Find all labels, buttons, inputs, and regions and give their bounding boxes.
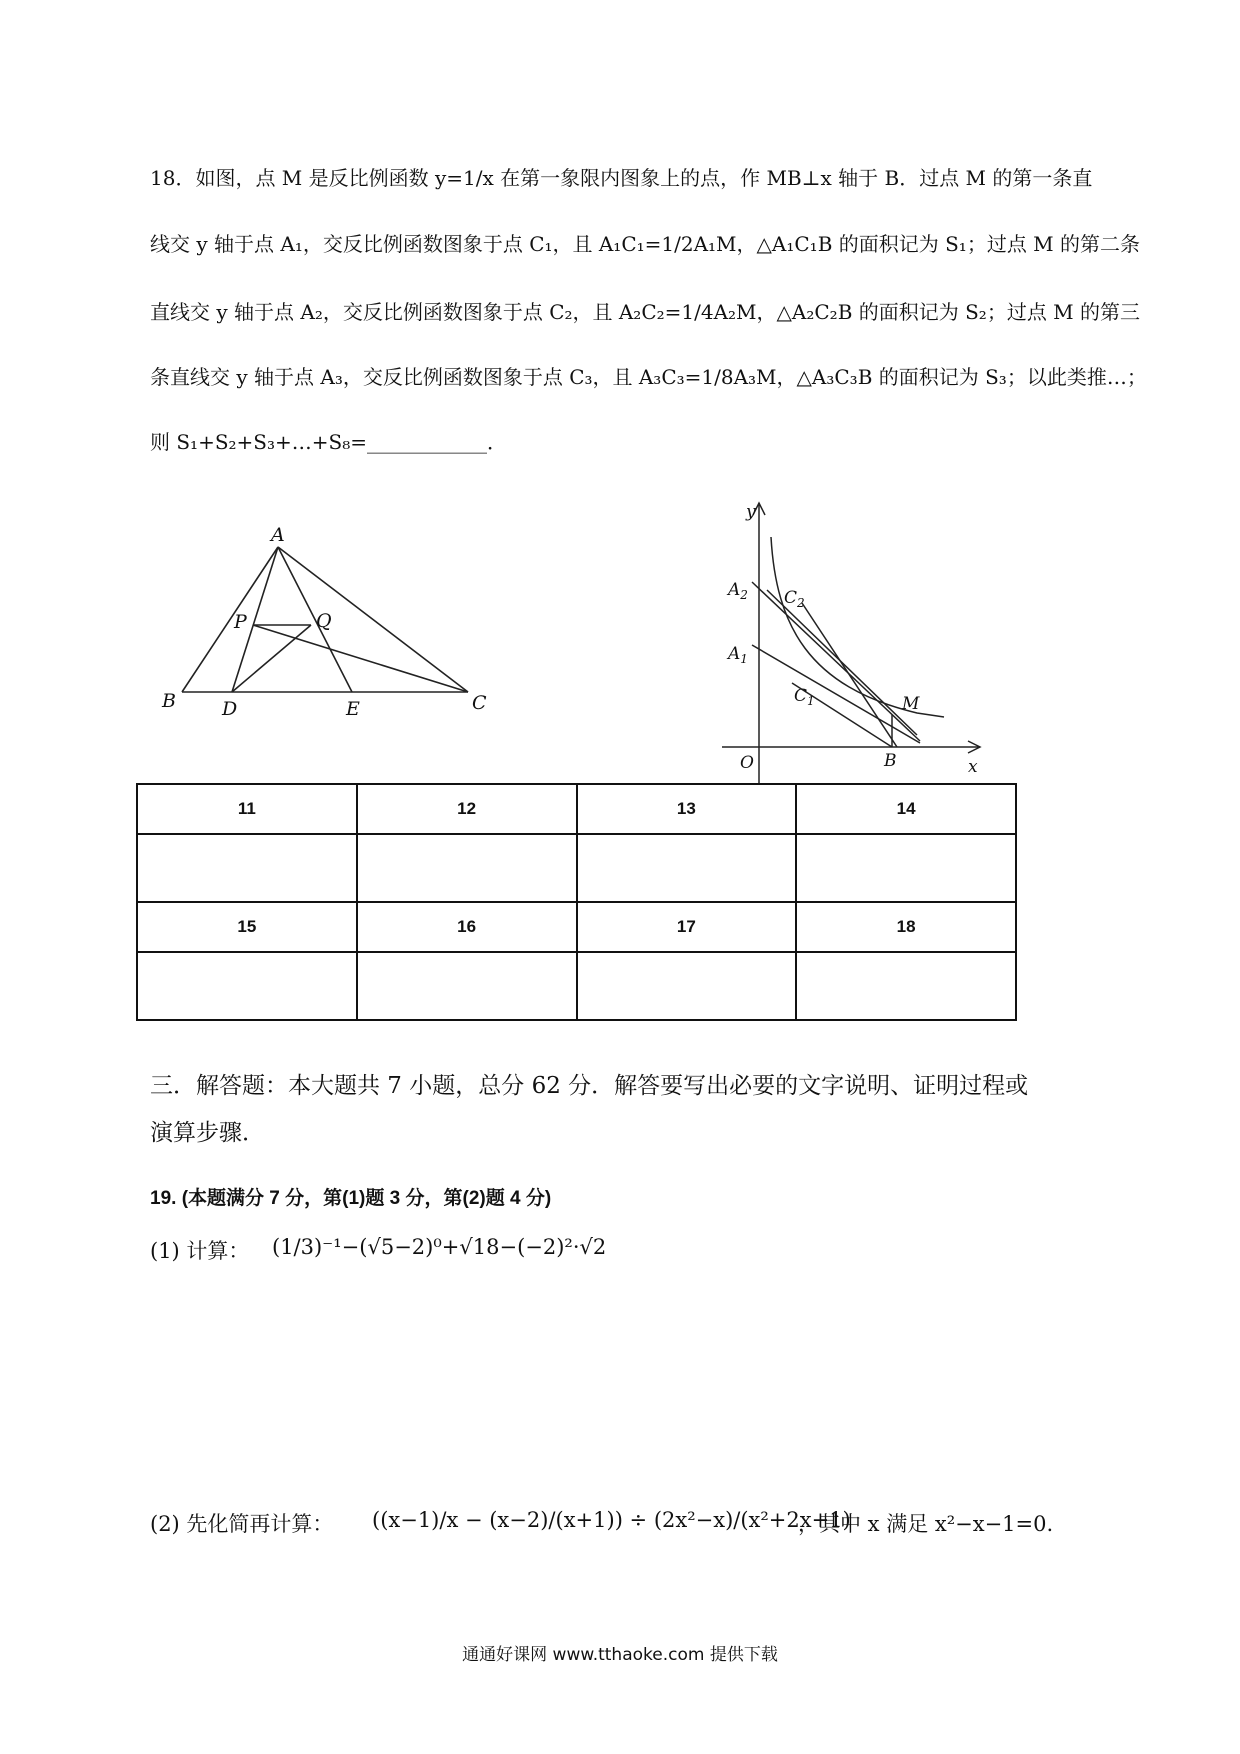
segment-pc <box>253 625 468 692</box>
label-o: O <box>740 753 754 773</box>
answer-blank-cell[interactable] <box>357 952 577 1020</box>
answer-header-cell: 17 <box>577 902 797 952</box>
label-c2: $C_2$ <box>784 588 805 610</box>
q18-line-1: 18．如图，点 M 是反比例函数 y=1/x 在第一象限内图象上的点，作 MB⊥x 轴于 B．过点 M 的第一条直 <box>150 166 1093 190</box>
answer-header-cell: 13 <box>577 784 797 834</box>
label-a1: $A_1$ <box>728 644 748 666</box>
label-c: C <box>472 692 487 714</box>
q18-line-2: 线交 y 轴于点 A₁，交反比例函数图象于点 C₁，且 A₁C₁=1/2A₁M，△A₁C₁B 的面积记为 S₁；过点 M 的第二条 <box>150 232 1141 256</box>
coordinate-graph-figure <box>712 495 997 785</box>
section3-heading-line-1: 三．解答题：本大题共 7 小题，总分 62 分．解答要写出必要的文字说明、证明过程或 <box>150 1073 1029 1099</box>
answer-header-cell: 18 <box>796 902 1016 952</box>
line-a2-m <box>752 582 920 741</box>
label-p: P <box>234 611 247 633</box>
answer-header-cell: 16 <box>357 902 577 952</box>
answer-header-row <box>137 784 1016 834</box>
triangle-figure <box>150 525 510 725</box>
answer-header-cell: 12 <box>357 784 577 834</box>
q19-part1-label: (1) 计算： <box>150 1239 250 1263</box>
answer-blank-cell[interactable] <box>577 952 797 1020</box>
label-m: M <box>902 694 920 714</box>
label-a: A <box>271 525 285 546</box>
label-y: y <box>746 502 756 522</box>
label-e: E <box>346 698 360 720</box>
footer-credit: 通通好课网 www.tthaoke.com 提供下载 <box>462 1645 778 1665</box>
segment-ae <box>278 547 352 692</box>
segment-qd <box>232 625 311 692</box>
answer-blank-row <box>137 834 1016 902</box>
answer-blank-cell[interactable] <box>137 834 357 902</box>
label-d: D <box>222 698 238 720</box>
answer-header-row <box>137 902 1016 952</box>
section3-heading-line-2: 演算步骤． <box>150 1120 265 1146</box>
answer-blank-row <box>137 952 1016 1020</box>
answer-header-cell: 14 <box>796 784 1016 834</box>
label-q: Q <box>316 610 332 632</box>
q19-part1-formula: (1/3)⁻¹−(√5−2)⁰+√18−(−2)²·√2 <box>272 1235 607 1259</box>
answer-header-cell: 11 <box>137 784 357 834</box>
answer-blank-cell[interactable] <box>796 952 1016 1020</box>
answer-blank-cell[interactable] <box>796 834 1016 902</box>
q18-line-3: 直线交 y 轴于点 A₂，交反比例函数图象于点 C₂，且 A₂C₂=1/4A₂M，△A₂C₂B 的面积记为 S₂；过点 M 的第三 <box>150 300 1141 324</box>
answer-blank-cell[interactable] <box>137 952 357 1020</box>
side-ac <box>278 547 468 692</box>
q19-part2-condition: ，其中 x 满足 x²−x−1=0. <box>798 1512 1054 1536</box>
q19-title: 19. (本题满分 7 分，第(1)题 3 分，第(2)题 4 分) <box>150 1188 552 1209</box>
answer-blank-cell[interactable] <box>357 834 577 902</box>
label-b: B <box>162 690 176 712</box>
label-x: x <box>968 757 978 777</box>
label-a2: $A_2$ <box>728 580 748 602</box>
answer-table <box>136 783 1017 1021</box>
side-ab <box>182 547 278 692</box>
answer-header-cell: 15 <box>137 902 357 952</box>
label-b: B <box>884 751 897 771</box>
q18-answer-line: 则 S₁+S₂+S₃+…+S₈=____________． <box>150 430 508 454</box>
answer-blank-cell[interactable] <box>577 834 797 902</box>
q19-part2-formula: ((x−1)/x − (x−2)/(x+1)) ÷ (2x²−x)/(x²+2x+1) <box>372 1508 851 1532</box>
q18-line-4: 条直线交 y 轴于点 A₃，交反比例函数图象于点 C₃，且 A₃C₃=1/8A₃M，△A₃C₃B 的面积记为 S₃；以此类推…； <box>150 365 1147 389</box>
q19-part2-label: (2) 先化简再计算： <box>150 1512 334 1536</box>
line-a1-m <box>752 645 920 743</box>
label-c1: $C_1$ <box>794 686 815 708</box>
segment-c2-b <box>802 603 897 747</box>
